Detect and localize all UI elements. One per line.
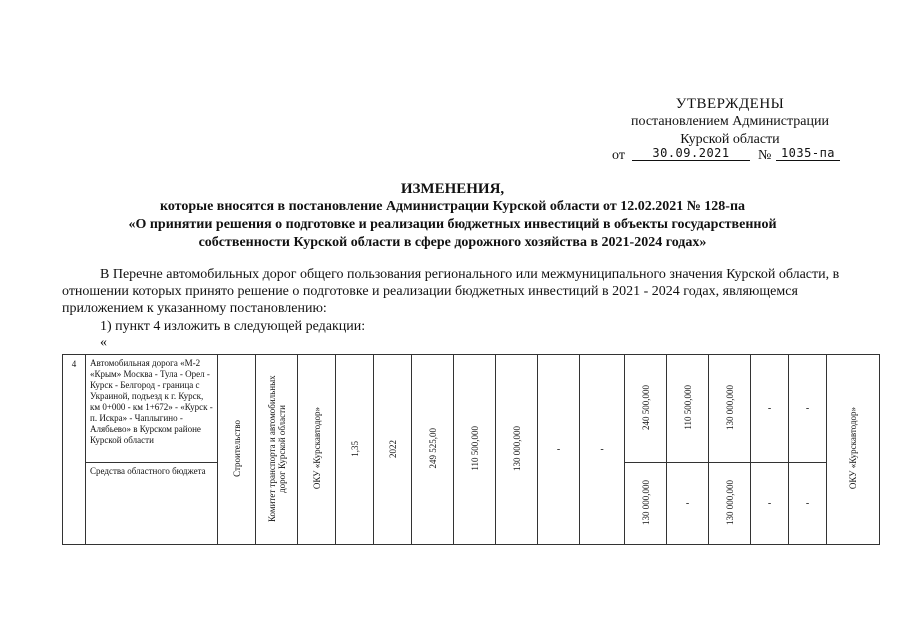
dash: - bbox=[685, 498, 690, 509]
approval-line-1: постановлением Администрации bbox=[631, 114, 829, 129]
body-paragraph: В Перечне автомобильных дорог общего пользования регионального или межмуниципального значения Курской области, в отношении которых принято решение о подготовке и реализации бюджетных инвестиций в 2021 - 2024 годах, являющемся приложением к указанному постановлению: bbox=[62, 267, 840, 316]
year: 2022 bbox=[387, 439, 398, 458]
total-investment: 240 500,000 bbox=[640, 385, 651, 430]
regional-total: 130 000,000 bbox=[640, 480, 651, 525]
dash: - bbox=[805, 498, 810, 509]
dash: - bbox=[767, 498, 772, 509]
cost-2022-cell bbox=[496, 355, 538, 545]
year-cell bbox=[374, 355, 412, 545]
cost-2022: 130 000,000 bbox=[511, 426, 522, 471]
regional-total-cell bbox=[625, 463, 667, 545]
dash: - bbox=[556, 444, 561, 455]
cost-2021-cell bbox=[454, 355, 496, 545]
invest-2022-cell bbox=[709, 355, 751, 463]
approval-line-2: Курской области bbox=[680, 132, 780, 147]
cost-2023-cell bbox=[538, 355, 580, 545]
recipient-cell bbox=[827, 355, 880, 545]
invest-2023-cell bbox=[751, 355, 789, 463]
work-type-cell bbox=[218, 355, 256, 545]
cost-2021: 110 500,000 bbox=[469, 426, 480, 471]
cost-2024-cell bbox=[580, 355, 625, 545]
developer-cell bbox=[298, 355, 336, 545]
dash: - bbox=[805, 403, 810, 414]
invest-2022: 130 000,000 bbox=[724, 385, 735, 430]
approval-date: 30.09.2021 bbox=[632, 146, 750, 161]
approval-title: УТВЕРЖДЕНЫ bbox=[675, 96, 785, 112]
work-type: Строительство bbox=[231, 420, 242, 477]
approval-block bbox=[600, 95, 860, 149]
row-number: 4 bbox=[63, 355, 86, 545]
capacity: 1,35 bbox=[349, 440, 360, 457]
invest-2024-cell bbox=[789, 355, 827, 463]
regional-2024-cell bbox=[789, 463, 827, 545]
funding-source: Средства областного бюджета bbox=[86, 463, 218, 545]
heading-title: ИЗМЕНЕНИЯ, bbox=[400, 181, 505, 197]
capacity-cell bbox=[336, 355, 374, 545]
customer: Комитет транспорта и автомобильных дорог Курской области bbox=[266, 375, 287, 522]
regional-2021-cell bbox=[667, 463, 709, 545]
regional-2022: 130 000,000 bbox=[724, 480, 735, 525]
total-cost: 249 525,00 bbox=[427, 428, 438, 469]
total-investment-cell bbox=[625, 355, 667, 463]
dash: - bbox=[600, 444, 604, 455]
document-heading bbox=[60, 180, 845, 252]
recipient: ОКУ «Курскавтодор» bbox=[848, 407, 858, 490]
customer-cell bbox=[256, 355, 298, 545]
number-label: № bbox=[758, 148, 772, 163]
date-from-label: от bbox=[612, 148, 625, 163]
invest-2021-cell bbox=[667, 355, 709, 463]
approval-date-line bbox=[612, 148, 852, 166]
roads-table bbox=[62, 354, 880, 545]
heading-line-3: «О принятии решения о подготовке и реализации бюджетных инвестиций в объекты государственной bbox=[128, 217, 777, 232]
regional-2023-cell bbox=[751, 463, 789, 545]
total-cost-cell bbox=[412, 355, 454, 545]
object-name: Автомобильная дорога «М-2 «Крым» Москва - Тула - Орел - Курск - Белгород - граница с Украиной, подъезд к г. Курск, км 0+000 - км 1+672» - «Курск - п. Искра» - Чаплыгино - Алябьево» в Курском районе Курской области bbox=[86, 355, 218, 463]
regional-2022-cell bbox=[709, 463, 751, 545]
opening-quote: « bbox=[100, 335, 107, 350]
developer: ОКУ «Курскавтодор» bbox=[311, 407, 322, 490]
dash: - bbox=[767, 403, 772, 414]
body-item: 1) пункт 4 изложить в следующей редакции: bbox=[100, 319, 366, 334]
heading-line-2: которые вносятся в постановление Администрации Курской области от 12.02.2021 № 128-па bbox=[159, 199, 746, 214]
table-row bbox=[63, 355, 880, 463]
invest-2021: 110 500,000 bbox=[682, 385, 693, 430]
heading-line-4: собственности Курской области в сфере дорожного хозяйства в 2021-2024 годах» bbox=[198, 235, 707, 250]
approval-number: 1035-па bbox=[776, 146, 840, 161]
